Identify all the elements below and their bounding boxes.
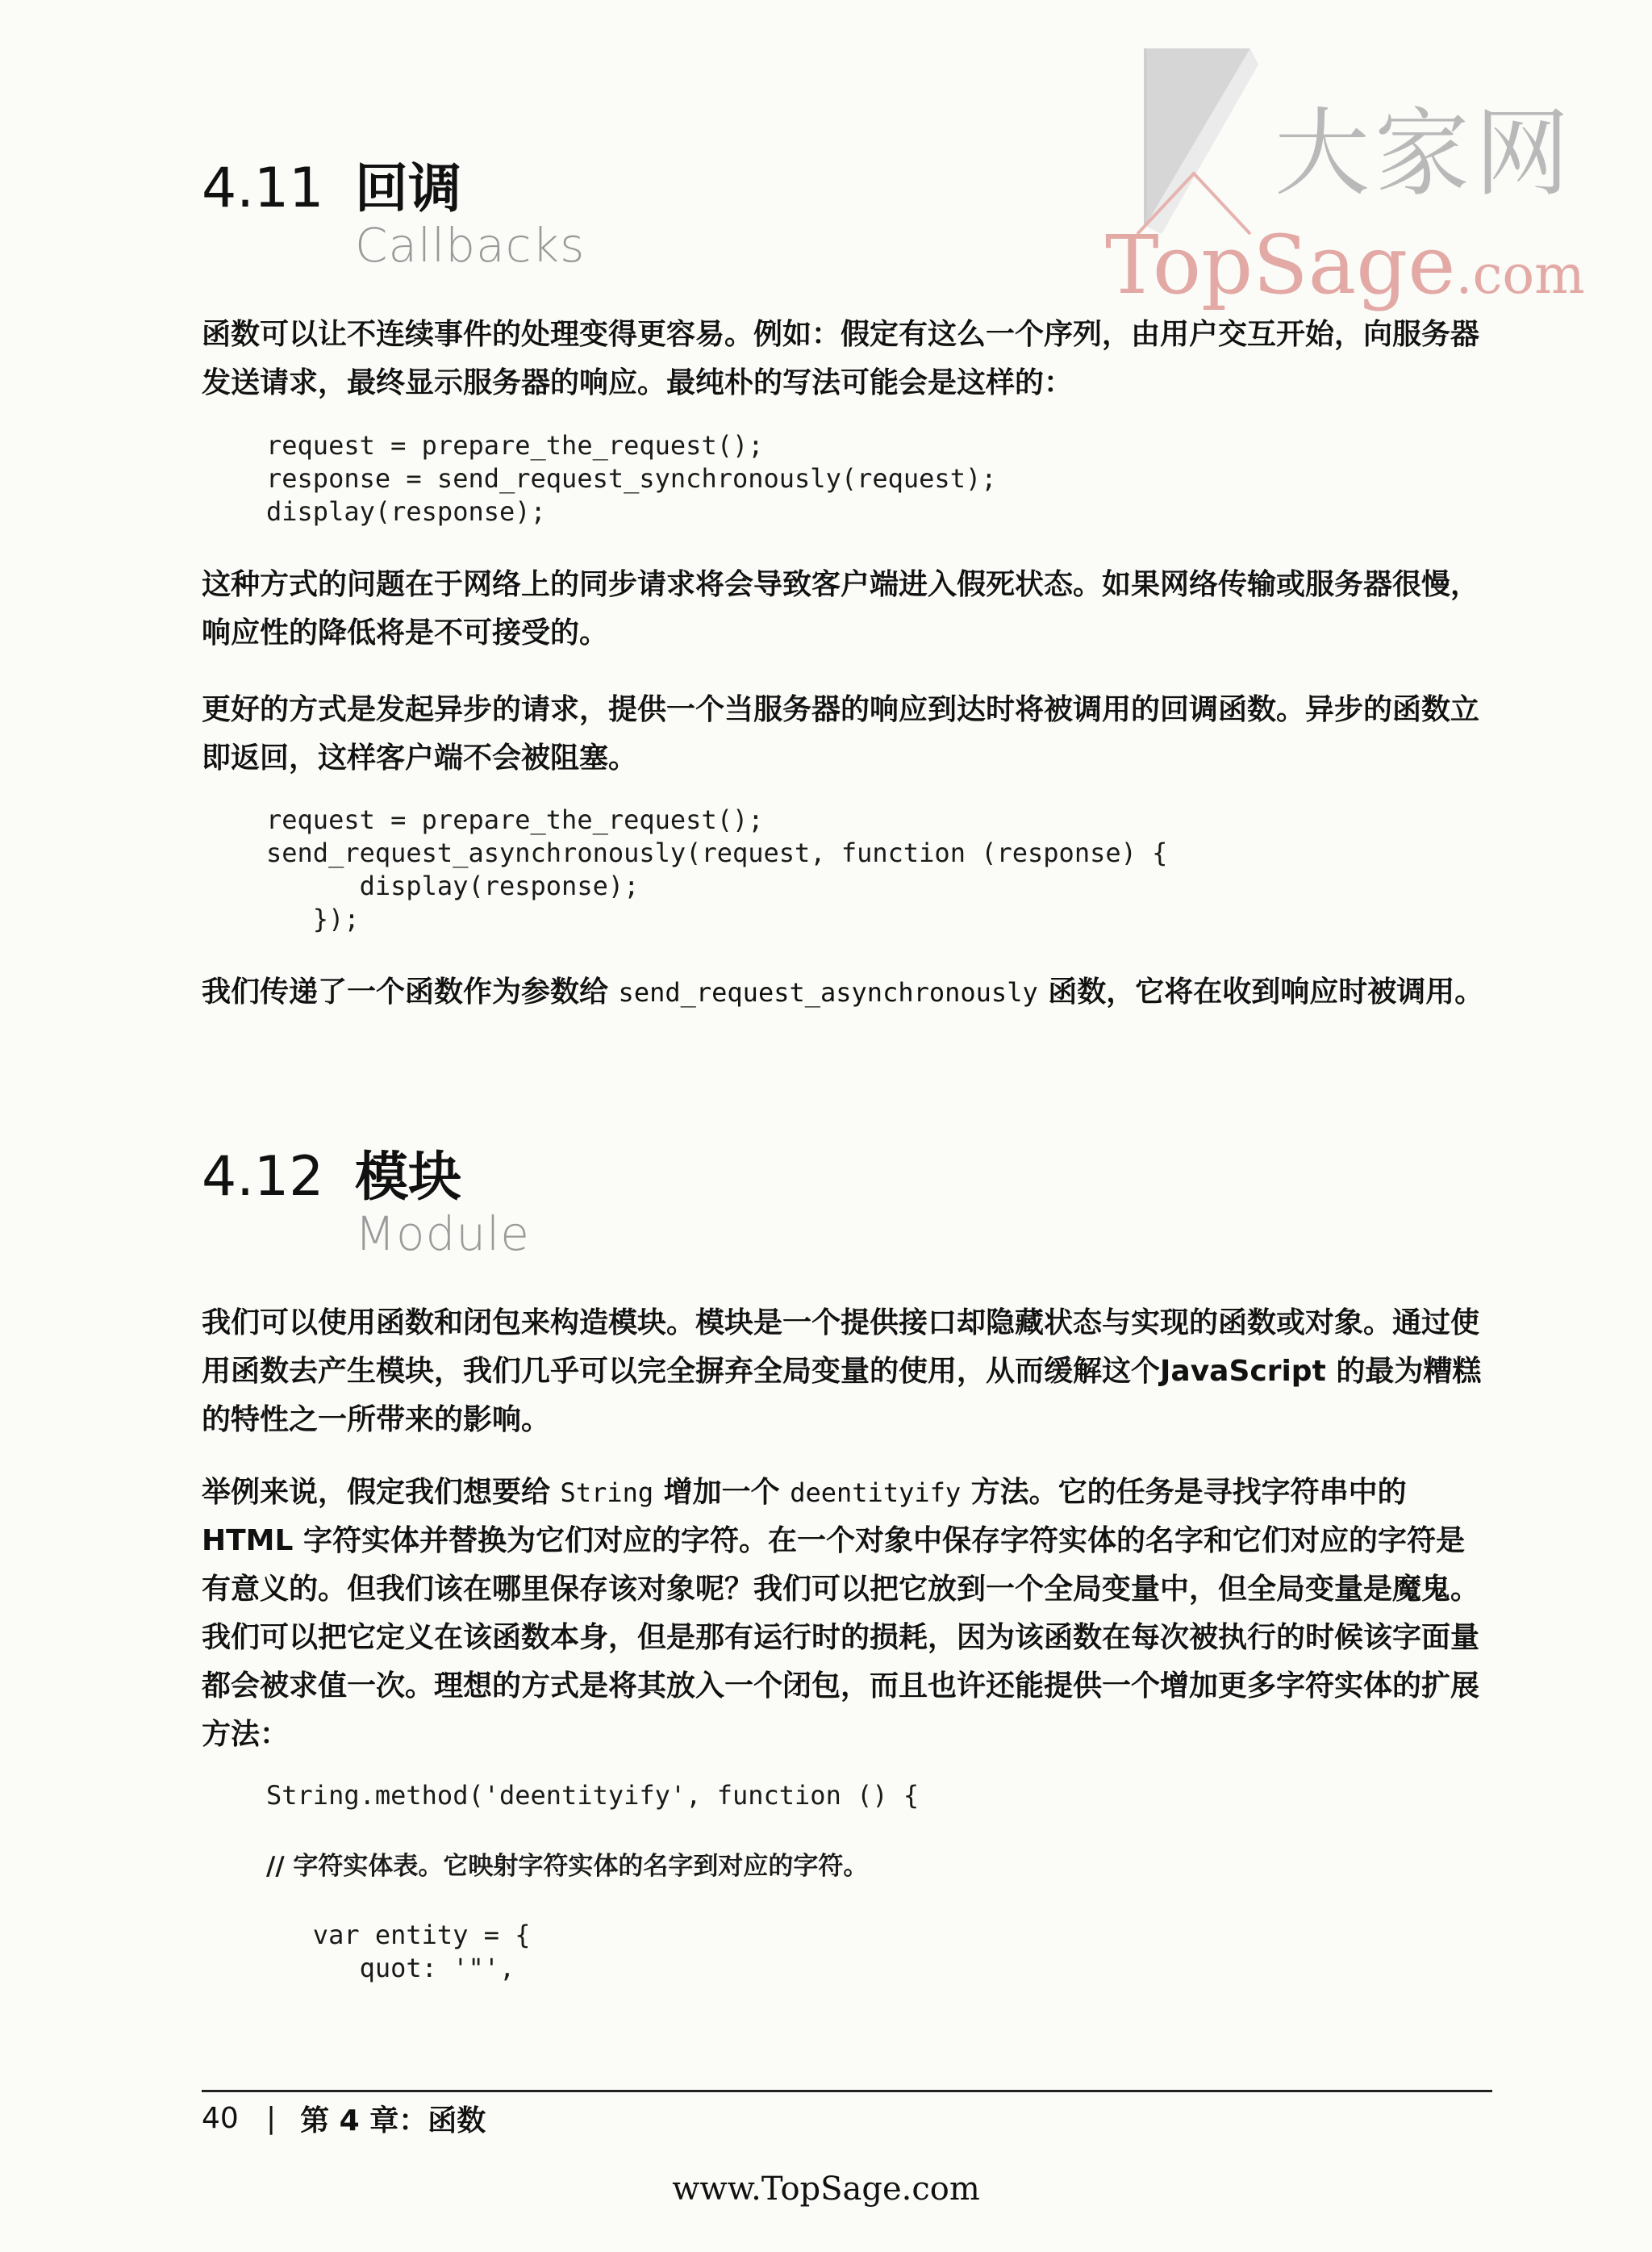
paragraph-text: 增加一个 [653,1476,791,1509]
paragraph: 函数可以让不连续事件的处理变得更容易。例如：假定有这么一个序列，由用户交互开始，向服务器发送请求，最终显示服务器的响应。最纯朴的写法可能会是这样的： [202,318,1480,399]
paragraph-text: 函数，它将在收到响应时被调用。 [1037,976,1484,1009]
inline-code: deentityify [790,1477,962,1508]
page-number: 40 [202,2102,239,2135]
paragraph: 更好的方式是发起异步的请求，提供一个当服务器的响应到达时将被调用的回调函数。异步的函数立即返回，这样客户端不会被阻塞。 [202,693,1480,775]
watermark-chinese-text: 大家网 [1274,98,1575,209]
page-footer [202,2098,486,2139]
paragraph [202,968,1492,1017]
footer-separator: | [266,2102,277,2135]
watermark-brand-text [1105,218,1585,312]
paragraph [202,1469,1492,1759]
code-block: request = prepare_the_request(); send_request_asynchronously(request, function (response) { display(response); }); [266,804,1168,934]
section-number: 4.12 [202,1145,324,1209]
inline-code: send_request_asynchronously [618,977,1038,1008]
section-heading-4-12 [202,1134,461,1210]
section-heading-4-11 [202,145,461,222]
section-number: 4.11 [202,157,324,220]
site-url: www.TopSage.com [672,2171,980,2208]
chapter-title: 第 4 章：函数 [300,2104,486,2137]
code-comment: // 字符实体表。它映射字符实体的名字到对应的字符。 [266,1852,869,1881]
watermark-brand: TopSage [1105,218,1456,312]
code-block: request = prepare_the_request(); response = send_request_synchronously(request); display(response); [266,430,997,527]
paragraph: 我们可以使用函数和闭包来构造模块。模块是一个提供接口却隐藏状态与实现的函数或对象。通过使用函数去产生模块，我们几乎可以完全摒弃全局变量的使用，从而缓解这个JavaScript 的最为糟糕的特性之一所带来的影响。 [202,1306,1482,1436]
inline-code: String [560,1477,654,1508]
section-subtitle: Callbacks [355,218,586,273]
paragraph-text: 举例来说，假定我们想要给 [202,1476,561,1509]
code-block: var entity = { quot: '"', [312,1920,531,1983]
section-title: 回调 [355,157,461,219]
footer-rule [202,2090,1492,2092]
paragraph-text: 我们传递了一个函数作为参数给 [202,976,619,1009]
paragraph: 这种方式的问题在于网络上的同步请求将会导致客户端进入假死状态。如果网络传输或服务器很慢，响应性的降低将是不可接受的。 [202,568,1480,650]
code-block: String.method('deentityify', function () { [266,1780,920,1811]
section-title: 模块 [355,1146,461,1208]
section-subtitle: Module [355,1206,530,1261]
paragraph-text: 方法。它的任务是寻找字符串中的 HTML 字符实体并替换为它们对应的字符。在一个对象中保存字符实体的名字和它们对应的字符是有意义的。但我们该在哪里保存该对象呢？我们可以把它放到一个全局变量中，但全局变量是魔鬼。我们可以把它定义在该函数本身，但是那有运行时的损耗，因为该函数在每次被执行的时候该字面量都会被求值一次。理想的方式是将其放入一个闭包，而且也许还能提供一个增加更多字符实体的扩展方法： [202,1476,1480,1751]
watermark-tld: .com [1455,244,1585,306]
